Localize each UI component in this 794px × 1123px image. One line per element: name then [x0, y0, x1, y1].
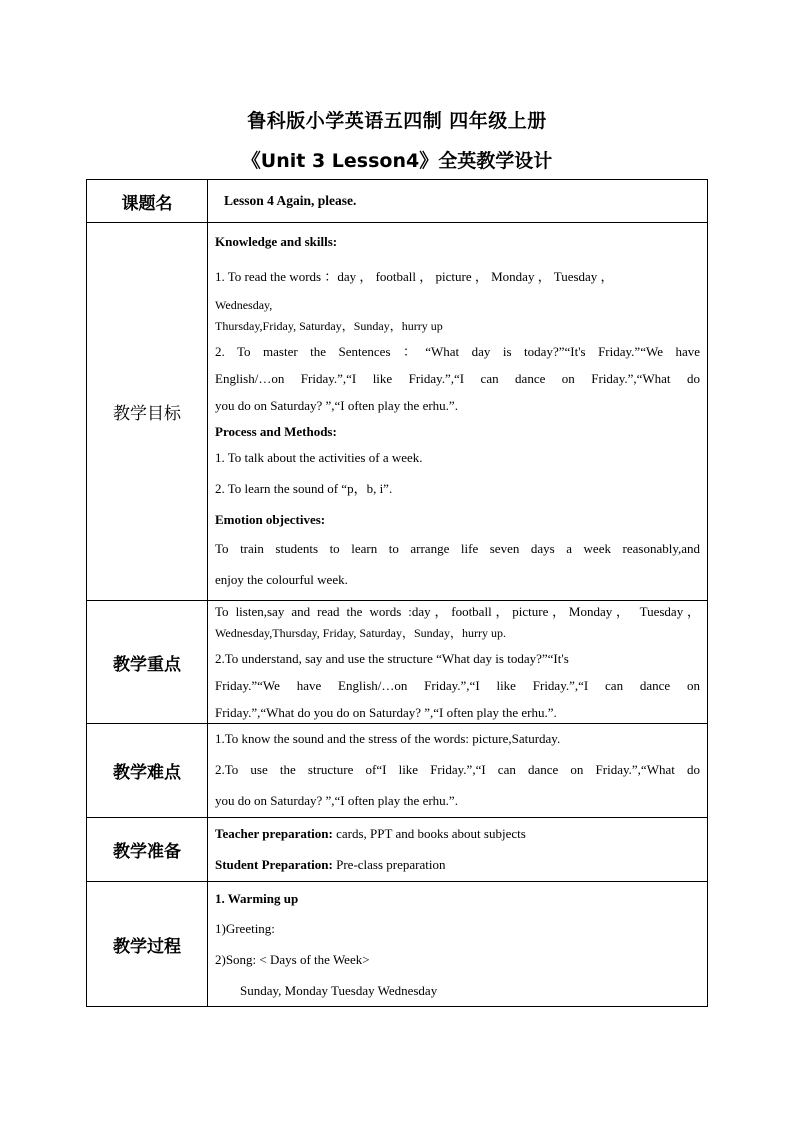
emotion-line: To train students to learn to arrange life seven days a week reasonably,and — [215, 541, 700, 556]
teacher-preparation — [215, 825, 700, 843]
knowledge-line: 1. To read the words ：day ， football ， picture ， Monday ， Tuesday ， — [215, 269, 614, 284]
procedure-line: 1)Greeting: — [215, 921, 275, 936]
key-points-label: 教学重点 — [87, 601, 208, 724]
preparation-label: 教学准备 — [87, 818, 208, 882]
knowledge-line: English/…on Friday.”,“I like Friday.”,“I can dance on Friday.”,“What do — [215, 371, 700, 386]
procedure-content — [208, 882, 708, 1007]
key-points-line: 2.To understand, say and use the structure “What day is today?”“It's — [215, 651, 569, 666]
knowledge-line: Thursday,Friday, Saturday，Sunday，hurry up — [215, 319, 443, 333]
process-line: 2. To learn the sound of “p，b, i”. — [215, 481, 393, 496]
key-points-row — [87, 601, 708, 724]
teacher-preparation-label: Teacher preparation: — [215, 826, 333, 841]
warming-up-heading: 1. Warming up — [215, 891, 299, 906]
procedure-row — [87, 882, 708, 1007]
emotion-heading: Emotion objectives: — [215, 512, 326, 527]
difficulties-line: 2.To use the structure of“I like Friday.”,“I can dance on Friday.”,“What do — [215, 762, 700, 777]
difficulties-line: you do on Saturday? ”,“I often play the erhu.”. — [215, 793, 458, 808]
document-subtitle: 《Unit 3 Lesson4》全英教学设计 — [241, 150, 553, 172]
procedure-label: 教学过程 — [87, 882, 208, 1007]
objectives-row — [87, 223, 708, 601]
emotion-line: enjoy the colourful week. — [215, 572, 348, 587]
teacher-preparation-value: cards, PPT and books about subjects — [332, 826, 526, 841]
process-heading: Process and Methods: — [215, 424, 337, 439]
knowledge-line: Wednesday, — [215, 298, 273, 312]
knowledge-heading: Knowledge and skills: — [215, 234, 338, 249]
student-preparation-label: Student Preparation: — [215, 857, 333, 872]
difficulties-label: 教学难点 — [87, 724, 208, 818]
procedure-line: 2)Song: < Days of the Week> — [215, 952, 370, 967]
student-preparation-value: Pre-class preparation — [332, 857, 446, 872]
topic-label: 课题名 — [87, 180, 208, 223]
preparation-content — [208, 818, 708, 882]
topic-value: Lesson 4 Again, please. — [224, 193, 357, 208]
student-preparation — [215, 856, 700, 874]
process-line: 1. To talk about the activities of a week. — [215, 450, 423, 465]
objectives-label: 教学目标 — [87, 223, 208, 601]
document-title: 鲁科版小学英语五四制 四年级上册 — [247, 110, 547, 132]
preparation-row — [87, 818, 708, 882]
procedure-line: Sunday, Monday Tuesday Wednesday — [240, 983, 438, 998]
key-points-line: Friday.”“We have English/…on Friday.”,“I like Friday.”,“I can dance on — [215, 678, 700, 693]
key-points-content — [208, 601, 708, 724]
difficulties-content — [208, 724, 708, 818]
topic-row — [87, 180, 708, 223]
objectives-content — [208, 223, 708, 601]
knowledge-line: 2. To master the Sentences ：“What day is today?”“It's Friday.”“We have — [215, 344, 700, 359]
key-points-line: To listen,say and read the words :day，football，picture，Monday， Tuesday， — [215, 604, 700, 619]
knowledge-line: you do on Saturday? ”,“I often play the erhu.”. — [215, 398, 458, 413]
difficulties-line: 1.To know the sound and the stress of the words: picture,Saturday. — [215, 731, 561, 746]
key-points-line: Wednesday,Thursday, Friday, Saturday，Sunday，hurry up. — [215, 626, 506, 640]
difficulties-row — [87, 724, 708, 818]
key-points-line: Friday.”,“What do you do on Saturday? ”,“I often play the erhu.”. — [215, 705, 557, 720]
lesson-plan-table — [86, 179, 708, 1007]
